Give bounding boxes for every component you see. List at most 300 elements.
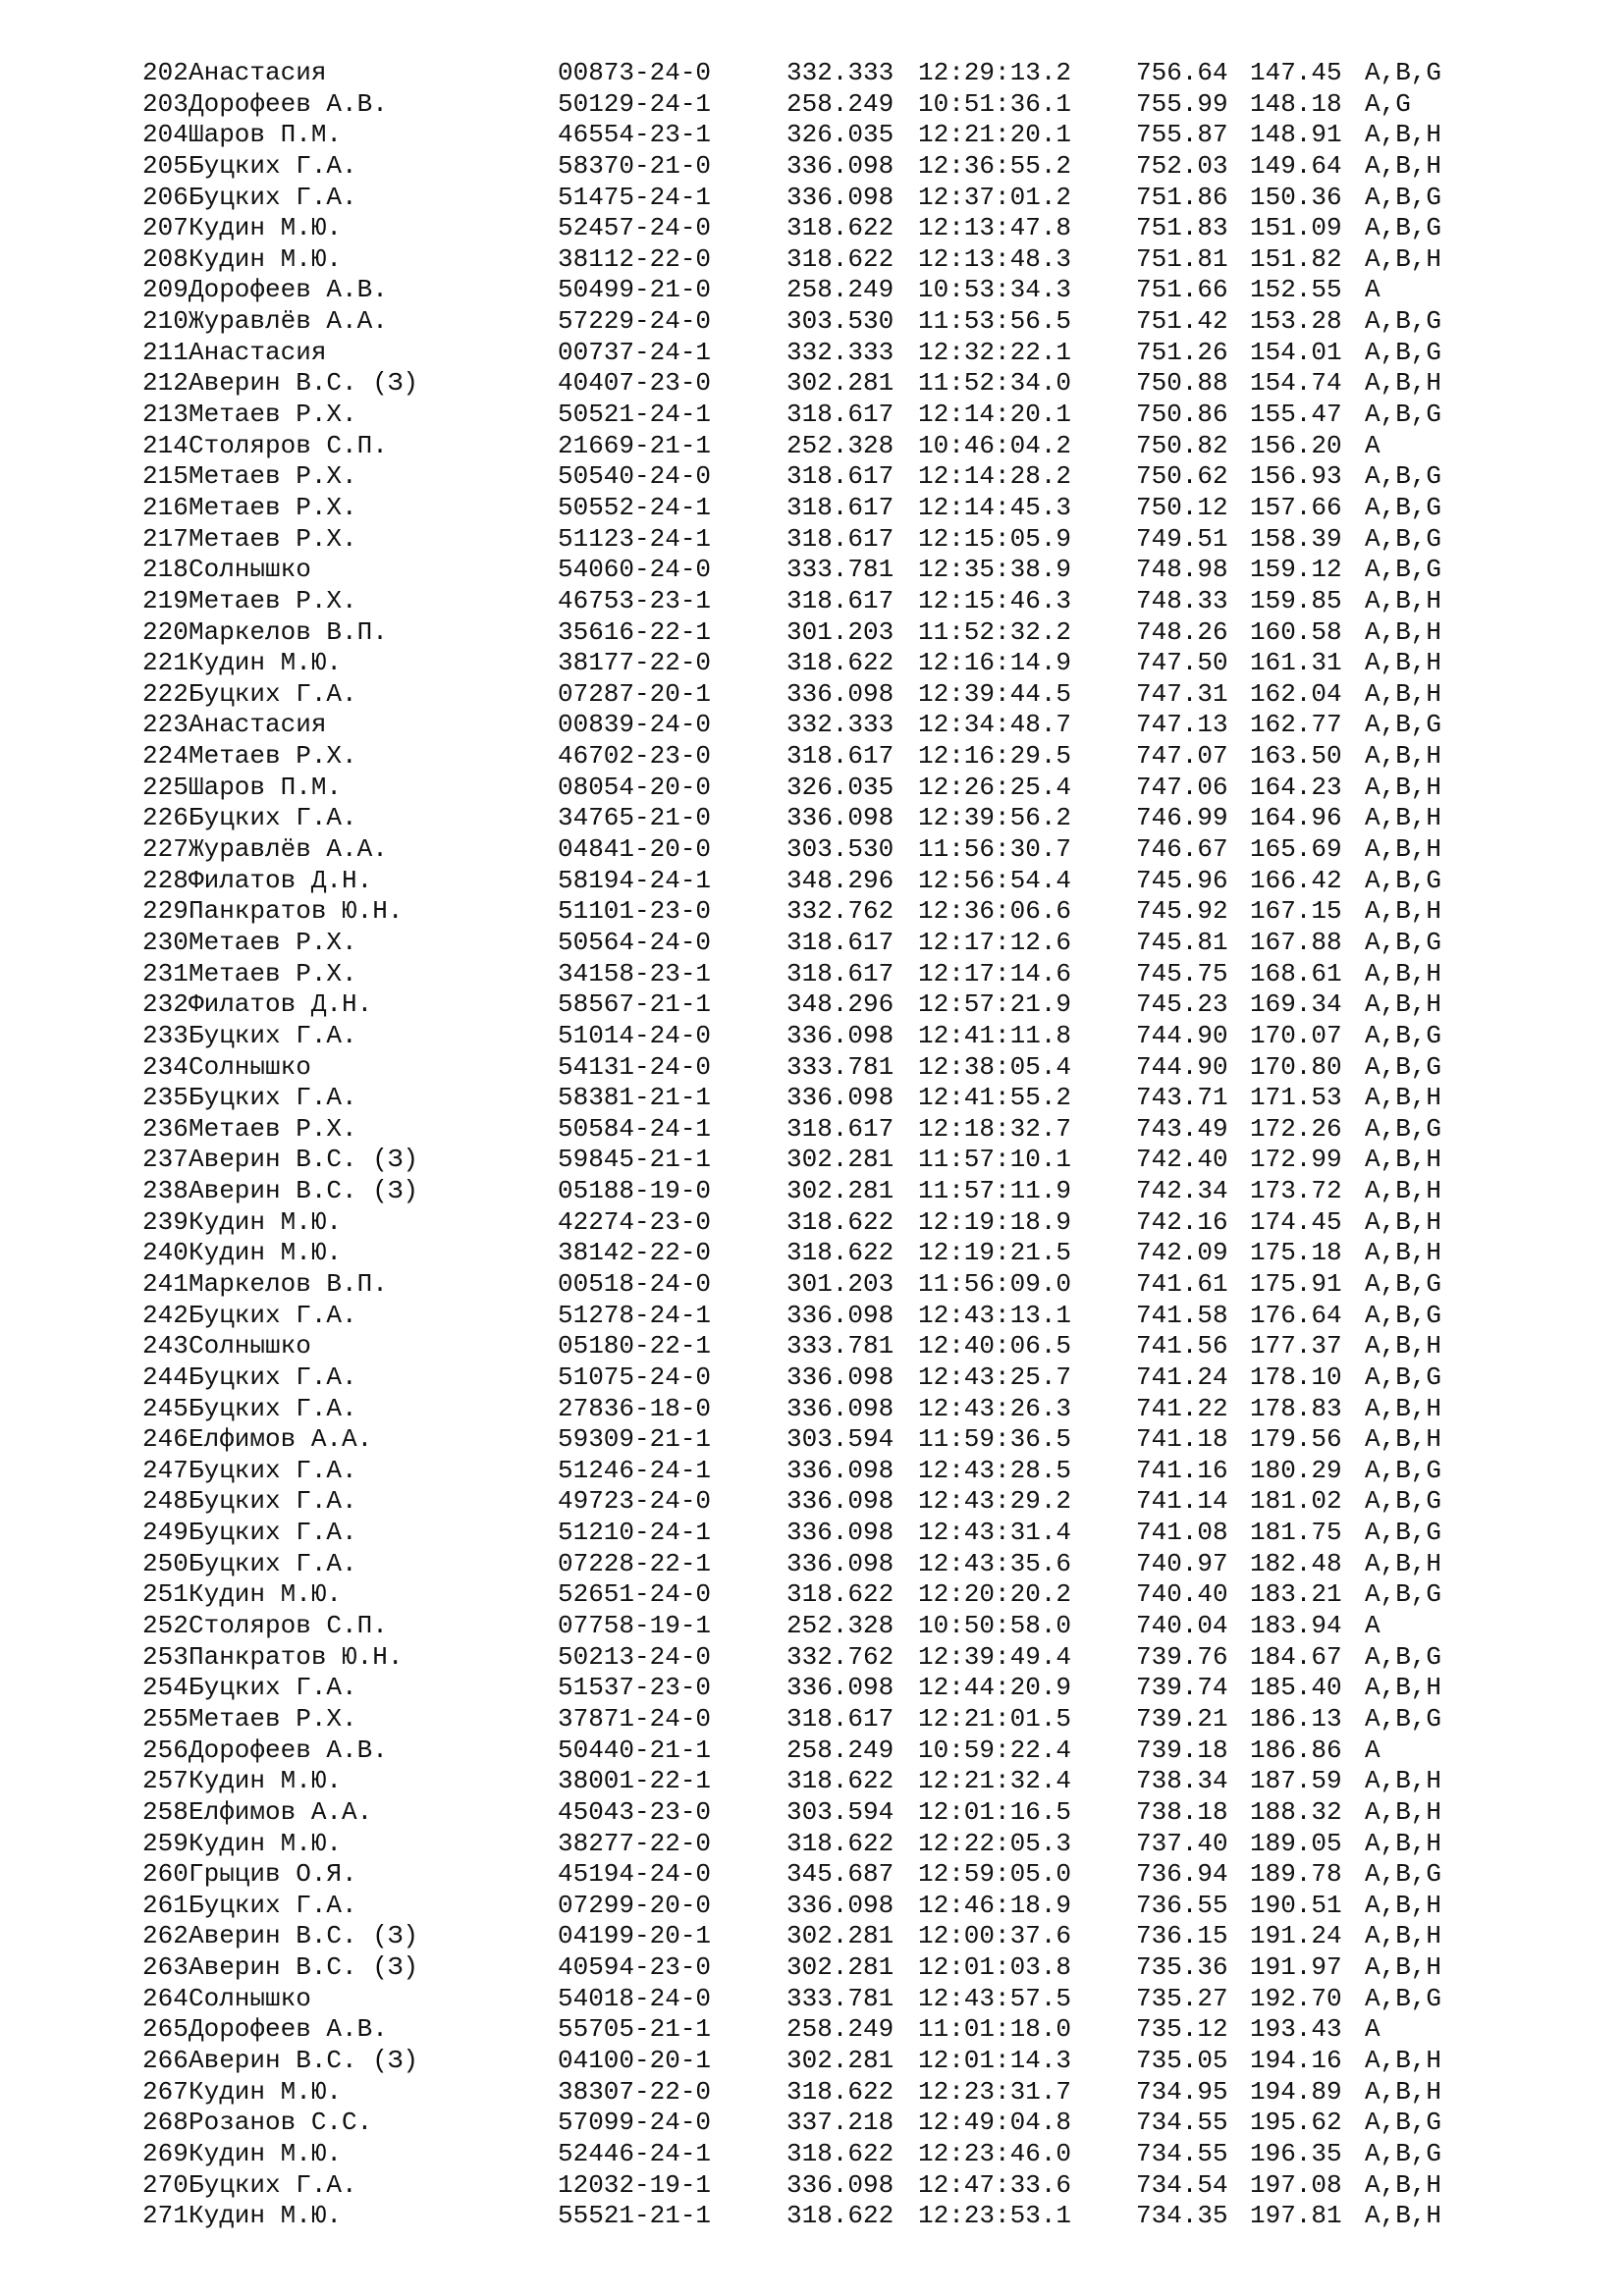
owner-name-cell: Кудин М.Ю. [189,1766,343,1796]
distance-cell: 336.098 [786,1083,894,1113]
coefficient-cell: 170.80 [1250,1051,1342,1082]
speed-cell: 746.67 [1136,834,1228,865]
speed-cell: 750.12 [1136,492,1228,522]
owner-name-cell: Журавлёв А.А. [189,306,388,337]
distance-cell: 336.098 [786,1300,894,1330]
arrival-time-cell: 11:57:11.9 [918,1176,1072,1206]
speed-cell: 742.40 [1136,1145,1228,1175]
distance-cell: 303.594 [786,1424,894,1455]
categories-cell: A,B,H [1365,958,1442,988]
arrival-time-cell: 12:26:25.4 [918,772,1072,802]
distance-cell: 318.617 [786,927,894,957]
speed-cell: 752.03 [1136,150,1228,181]
coefficient-cell: 194.16 [1250,2046,1342,2075]
arrival-time-cell: 12:22:05.3 [918,1828,1072,1858]
ring-number-cell: 07299-20-0 [558,1890,712,1920]
speed-cell: 736.15 [1136,1921,1228,1951]
categories-cell: A,B,G [1365,400,1442,430]
table-row [142,2077,1441,2109]
distance-cell: 258.249 [786,2014,894,2045]
owner-name-cell: Метаев Р.Х. [189,741,357,772]
distance-cell: 336.098 [786,678,894,709]
ring-number-cell: 51075-24-0 [558,1362,712,1392]
place-cell: 269 [142,2138,189,2168]
distance-cell: 336.098 [786,182,894,212]
table-row [142,493,1441,524]
place-cell: 243 [142,1331,189,1362]
ring-number-cell: 52446-24-1 [558,2138,712,2168]
place-cell: 238 [142,1176,189,1206]
owner-name-cell: Столяров С.П. [189,1611,388,1641]
speed-cell: 735.27 [1136,1983,1228,2013]
categories-cell: A,B,H [1365,2076,1442,2107]
categories-cell: A,B,H [1365,741,1442,772]
arrival-time-cell: 11:52:32.2 [918,616,1072,647]
speed-cell: 735.12 [1136,2014,1228,2045]
categories-cell: A [1365,430,1380,460]
speed-cell: 735.05 [1136,2046,1228,2075]
arrival-time-cell: 12:13:48.3 [918,243,1072,274]
ring-number-cell: 34765-21-0 [558,803,712,833]
place-cell: 267 [142,2076,189,2107]
categories-cell: A,B,G [1365,1518,1442,1548]
table-row [142,1486,1441,1518]
place-cell: 266 [142,2046,189,2075]
categories-cell: A,B,G [1365,58,1442,87]
owner-name-cell: Буцких Г.А. [189,182,357,212]
owner-name-cell: Солнышко [189,555,311,585]
table-row [142,1549,1441,1580]
place-cell: 225 [142,772,189,802]
speed-cell: 755.99 [1136,88,1228,119]
place-cell: 250 [142,1548,189,1578]
owner-name-cell: Кудин М.Ю. [189,2076,343,2107]
coefficient-cell: 165.69 [1250,834,1342,865]
arrival-time-cell: 12:35:38.9 [918,555,1072,585]
place-cell: 216 [142,492,189,522]
distance-cell: 336.098 [786,1548,894,1578]
owner-name-cell: Буцких Г.А. [189,1486,357,1517]
coefficient-cell: 160.58 [1250,616,1342,647]
arrival-time-cell: 12:23:31.7 [918,2076,1072,2107]
ring-number-cell: 58194-24-1 [558,865,712,895]
owner-name-cell: Анастасия [189,710,327,740]
place-cell: 207 [142,213,189,243]
owner-name-cell: Кудин М.Ю. [189,1238,343,1268]
categories-cell: A,B,G [1365,1455,1442,1485]
place-cell: 233 [142,1020,189,1050]
arrival-time-cell: 12:15:46.3 [918,585,1072,615]
ring-number-cell: 55521-21-1 [558,2201,712,2231]
owner-name-cell: Аверин В.С. (З) [189,1921,419,1951]
speed-cell: 736.94 [1136,1859,1228,1890]
place-cell: 249 [142,1518,189,1548]
ring-number-cell: 52457-24-0 [558,213,712,243]
distance-cell: 336.098 [786,1393,894,1423]
arrival-time-cell: 12:21:32.4 [918,1766,1072,1796]
speed-cell: 741.56 [1136,1331,1228,1362]
place-cell: 208 [142,243,189,274]
categories-cell: A,B,H [1365,1890,1442,1920]
table-row [142,2046,1441,2077]
distance-cell: 303.594 [786,1796,894,1827]
arrival-time-cell: 10:51:36.1 [918,88,1072,119]
ring-number-cell: 51101-23-0 [558,896,712,927]
distance-cell: 318.617 [786,492,894,522]
owner-name-cell: Аверин В.С. (З) [189,1145,419,1175]
distance-cell: 302.281 [786,1145,894,1175]
table-row [142,2201,1441,2232]
ring-number-cell: 05180-22-1 [558,1331,712,1362]
owner-name-cell: Метаев Р.Х. [189,1113,357,1144]
ring-number-cell: 50440-21-1 [558,1735,712,1765]
categories-cell: A,B,H [1365,1145,1442,1175]
arrival-time-cell: 12:43:29.2 [918,1486,1072,1517]
owner-name-cell: Буцких Г.А. [189,1455,357,1485]
place-cell: 212 [142,368,189,399]
speed-cell: 751.83 [1136,213,1228,243]
categories-cell: A,B,G [1365,710,1442,740]
distance-cell: 318.622 [786,1828,894,1858]
ring-number-cell: 08054-20-0 [558,772,712,802]
ring-number-cell: 12032-19-1 [558,2169,712,2200]
coefficient-cell: 172.99 [1250,1145,1342,1175]
distance-cell: 318.617 [786,461,894,492]
owner-name-cell: Панкратов Ю.Н. [189,1641,404,1672]
arrival-time-cell: 12:00:37.6 [918,1921,1072,1951]
categories-cell: A,B,H [1365,648,1442,678]
ring-number-cell: 00873-24-0 [558,58,712,87]
arrival-time-cell: 11:52:34.0 [918,368,1072,399]
distance-cell: 336.098 [786,1020,894,1050]
categories-cell: A,B,H [1365,1828,1442,1858]
speed-cell: 751.26 [1136,337,1228,367]
place-cell: 205 [142,150,189,181]
distance-cell: 333.781 [786,1331,894,1362]
arrival-time-cell: 12:01:14.3 [918,2046,1072,2075]
arrival-time-cell: 11:01:18.0 [918,2014,1072,2045]
distance-cell: 345.687 [786,1859,894,1890]
place-cell: 226 [142,803,189,833]
arrival-time-cell: 12:49:04.8 [918,2108,1072,2138]
categories-cell: A,B,H [1365,243,1442,274]
categories-cell: A,B,G [1365,1486,1442,1517]
categories-cell: A [1365,275,1380,305]
coefficient-cell: 156.93 [1250,461,1342,492]
coefficient-cell: 177.37 [1250,1331,1342,1362]
ring-number-cell: 51537-23-0 [558,1673,712,1703]
categories-cell: A,B,G [1365,1362,1442,1392]
place-cell: 221 [142,648,189,678]
ring-number-cell: 07228-22-1 [558,1548,712,1578]
table-row [142,1362,1441,1394]
table-row [142,1611,1441,1642]
speed-cell: 747.06 [1136,772,1228,802]
arrival-time-cell: 10:46:04.2 [918,430,1072,460]
owner-name-cell: Буцких Г.А. [189,1673,357,1703]
place-cell: 219 [142,585,189,615]
distance-cell: 326.035 [786,120,894,150]
arrival-time-cell: 12:36:06.6 [918,896,1072,927]
table-row [142,89,1441,121]
place-cell: 211 [142,337,189,367]
arrival-time-cell: 12:23:53.1 [918,2201,1072,2231]
speed-cell: 734.35 [1136,2201,1228,2231]
coefficient-cell: 172.26 [1250,1113,1342,1144]
coefficient-cell: 162.04 [1250,678,1342,709]
ring-number-cell: 49723-24-0 [558,1486,712,1517]
owner-name-cell: Кудин М.Ю. [189,2201,343,2231]
owner-name-cell: Шаров П.М. [189,120,343,150]
owner-name-cell: Солнышко [189,1051,311,1082]
categories-cell: A,B,G [1365,1268,1442,1299]
owner-name-cell: Кудин М.Ю. [189,1206,343,1237]
place-cell: 237 [142,1145,189,1175]
coefficient-cell: 161.31 [1250,648,1342,678]
arrival-time-cell: 12:43:26.3 [918,1393,1072,1423]
coefficient-cell: 155.47 [1250,400,1342,430]
distance-cell: 258.249 [786,1735,894,1765]
coefficient-cell: 158.39 [1250,523,1342,554]
place-cell: 264 [142,1983,189,2013]
coefficient-cell: 195.62 [1250,2108,1342,2138]
speed-cell: 739.18 [1136,1735,1228,1765]
speed-cell: 756.64 [1136,58,1228,87]
speed-cell: 741.14 [1136,1486,1228,1517]
coefficient-cell: 170.07 [1250,1020,1342,1050]
categories-cell: A,B,G [1365,865,1442,895]
categories-cell: A,B,H [1365,1952,1442,1983]
place-cell: 240 [142,1238,189,1268]
speed-cell: 745.92 [1136,896,1228,927]
table-row [142,151,1441,183]
owner-name-cell: Буцких Г.А. [189,1518,357,1548]
place-cell: 248 [142,1486,189,1517]
distance-cell: 348.296 [786,865,894,895]
coefficient-cell: 166.42 [1250,865,1342,895]
ring-number-cell: 00737-24-1 [558,337,712,367]
categories-cell: A,B,H [1365,368,1442,399]
categories-cell: A,B,H [1365,834,1442,865]
place-cell: 215 [142,461,189,492]
distance-cell: 318.617 [786,585,894,615]
coefficient-cell: 191.97 [1250,1952,1342,1983]
distance-cell: 318.622 [786,2201,894,2231]
owner-name-cell: Дорофеев А.В. [189,1735,388,1765]
distance-cell: 336.098 [786,1455,894,1485]
ring-number-cell: 07287-20-1 [558,678,712,709]
place-cell: 209 [142,275,189,305]
distance-cell: 318.622 [786,1579,894,1610]
owner-name-cell: Буцких Г.А. [189,1890,357,1920]
place-cell: 210 [142,306,189,337]
owner-name-cell: Дорофеев А.В. [189,275,388,305]
ring-number-cell: 46702-23-0 [558,741,712,772]
table-row [142,1394,1441,1425]
categories-cell: A,B,H [1365,678,1442,709]
categories-cell: A,B,H [1365,989,1442,1020]
owner-name-cell: Анастасия [189,337,327,367]
speed-cell: 751.81 [1136,243,1228,274]
arrival-time-cell: 12:34:48.7 [918,710,1072,740]
table-row [142,183,1441,214]
speed-cell: 735.36 [1136,1952,1228,1983]
place-cell: 263 [142,1952,189,1983]
ring-number-cell: 07758-19-1 [558,1611,712,1641]
owner-name-cell: Дорофеев А.В. [189,2014,388,2045]
categories-cell: A,B,H [1365,896,1442,927]
arrival-time-cell: 12:32:22.1 [918,337,1072,367]
categories-cell: A,B,H [1365,1673,1442,1703]
table-row [142,431,1441,462]
table-row [142,586,1441,617]
table-row [142,58,1441,89]
coefficient-cell: 179.56 [1250,1424,1342,1455]
coefficient-cell: 183.94 [1250,1611,1342,1641]
distance-cell: 336.098 [786,2169,894,2200]
place-cell: 257 [142,1766,189,1796]
coefficient-cell: 164.23 [1250,772,1342,802]
table-row [142,1145,1441,1176]
speed-cell: 739.76 [1136,1641,1228,1672]
ring-number-cell: 04841-20-0 [558,834,712,865]
owner-name-cell: Метаев Р.Х. [189,400,357,430]
distance-cell: 318.622 [786,213,894,243]
coefficient-cell: 196.35 [1250,2138,1342,2168]
table-row [142,524,1441,556]
ring-number-cell: 40594-23-0 [558,1952,712,1983]
distance-cell: 332.762 [786,1641,894,1672]
categories-cell: A,B,H [1365,1424,1442,1455]
ring-number-cell: 51246-24-1 [558,1455,712,1485]
arrival-time-cell: 12:43:57.5 [918,1983,1072,2013]
categories-cell: A,B,G [1365,182,1442,212]
coefficient-cell: 174.45 [1250,1206,1342,1237]
distance-cell: 332.333 [786,710,894,740]
speed-cell: 739.21 [1136,1703,1228,1734]
speed-cell: 741.16 [1136,1455,1228,1485]
distance-cell: 336.098 [786,1890,894,1920]
ring-number-cell: 50552-24-1 [558,492,712,522]
arrival-time-cell: 12:39:56.2 [918,803,1072,833]
speed-cell: 750.86 [1136,400,1228,430]
owner-name-cell: Аверин В.С. (З) [189,2046,419,2075]
categories-cell: A,B,H [1365,616,1442,647]
coefficient-cell: 178.10 [1250,1362,1342,1392]
owner-name-cell: Кудин М.Ю. [189,648,343,678]
speed-cell: 739.74 [1136,1673,1228,1703]
categories-cell: A,B,H [1365,1393,1442,1423]
owner-name-cell: Буцких Г.А. [189,1362,357,1392]
categories-cell: A,B,H [1365,1206,1442,1237]
table-row [142,710,1441,741]
place-cell: 252 [142,1611,189,1641]
coefficient-cell: 194.89 [1250,2076,1342,2107]
speed-cell: 750.62 [1136,461,1228,492]
coefficient-cell: 147.45 [1250,58,1342,87]
table-row [142,275,1441,306]
place-cell: 234 [142,1051,189,1082]
speed-cell: 740.97 [1136,1548,1228,1578]
place-cell: 259 [142,1828,189,1858]
ring-number-cell: 51210-24-1 [558,1518,712,1548]
coefficient-cell: 191.24 [1250,1921,1342,1951]
arrival-time-cell: 11:53:56.5 [918,306,1072,337]
arrival-time-cell: 11:56:30.7 [918,834,1072,865]
arrival-time-cell: 12:14:28.2 [918,461,1072,492]
coefficient-cell: 169.34 [1250,989,1342,1020]
speed-cell: 742.34 [1136,1176,1228,1206]
coefficient-cell: 159.12 [1250,555,1342,585]
coefficient-cell: 164.96 [1250,803,1342,833]
ring-number-cell: 34158-23-1 [558,958,712,988]
ring-number-cell: 50521-24-1 [558,400,712,430]
table-row [142,1083,1441,1114]
ring-number-cell: 58370-21-0 [558,150,712,181]
table-row [142,244,1441,276]
distance-cell: 258.249 [786,88,894,119]
table-row [142,1052,1441,1084]
distance-cell: 318.617 [786,1703,894,1734]
speed-cell: 751.66 [1136,275,1228,305]
results-table [142,58,1441,2232]
table-row [142,2170,1441,2202]
owner-name-cell: Буцких Г.А. [189,803,357,833]
coefficient-cell: 151.82 [1250,243,1342,274]
owner-name-cell: Кудин М.Ю. [189,1579,343,1610]
categories-cell: A,B,H [1365,803,1442,833]
coefficient-cell: 150.36 [1250,182,1342,212]
arrival-time-cell: 12:17:14.6 [918,958,1072,988]
coefficient-cell: 193.43 [1250,2014,1342,2045]
speed-cell: 737.40 [1136,1828,1228,1858]
coefficient-cell: 154.01 [1250,337,1342,367]
ring-number-cell: 55705-21-1 [558,2014,712,2045]
distance-cell: 318.617 [786,523,894,554]
table-row [142,928,1441,959]
coefficient-cell: 173.72 [1250,1176,1342,1206]
table-row [142,1269,1441,1301]
owner-name-cell: Шаров П.М. [189,772,343,802]
table-row [142,1829,1441,1860]
distance-cell: 336.098 [786,1486,894,1517]
owner-name-cell: Метаев Р.Х. [189,585,357,615]
ring-number-cell: 38177-22-0 [558,648,712,678]
distance-cell: 348.296 [786,989,894,1020]
coefficient-cell: 154.74 [1250,368,1342,399]
owner-name-cell: Маркелов В.П. [189,1268,388,1299]
distance-cell: 301.203 [786,616,894,647]
place-cell: 232 [142,989,189,1020]
speed-cell: 742.09 [1136,1238,1228,1268]
arrival-time-cell: 12:43:13.1 [918,1300,1072,1330]
categories-cell: A,B,H [1365,1796,1442,1827]
categories-cell: A,B,G [1365,1983,1442,2013]
distance-cell: 333.781 [786,555,894,585]
speed-cell: 745.96 [1136,865,1228,895]
ring-number-cell: 27836-18-0 [558,1393,712,1423]
arrival-time-cell: 12:16:29.5 [918,741,1072,772]
owner-name-cell: Буцких Г.А. [189,150,357,181]
categories-cell: A,B,G [1365,1641,1442,1672]
arrival-time-cell: 12:43:28.5 [918,1455,1072,1485]
categories-cell: A,B,H [1365,2169,1442,2200]
distance-cell: 336.098 [786,150,894,181]
coefficient-cell: 189.78 [1250,1859,1342,1890]
place-cell: 206 [142,182,189,212]
distance-cell: 318.617 [786,958,894,988]
coefficient-cell: 197.81 [1250,2201,1342,2231]
